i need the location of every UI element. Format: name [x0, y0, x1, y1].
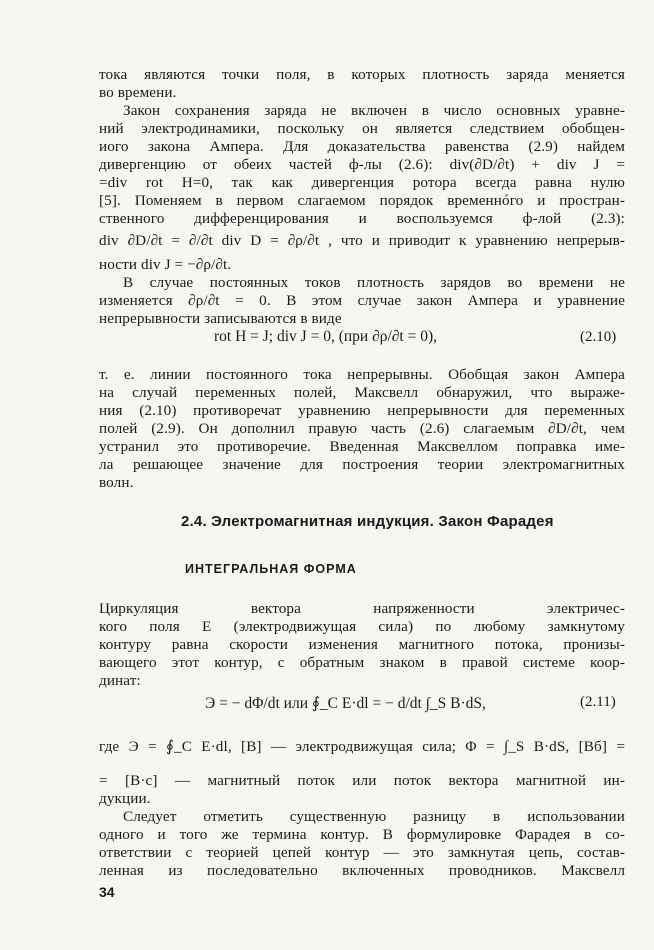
- text-line: устранил это противоречие. Введенная Максвеллом поправка име-: [99, 438, 625, 455]
- text-line: ла решающее значение для построения теории электромагнитных: [99, 456, 625, 473]
- text-line: Закон сохранения заряда не включен в число основных уравне-: [123, 102, 625, 119]
- text-line: дивергенцию от обеих частей ф-лы (2.6): div(∂D/∂t) + div J =: [99, 156, 625, 173]
- text-line: = [В·с] — магнитный поток или поток вектора магнитной ин-: [99, 772, 625, 789]
- text-line: где Э = ∮_C E·dl, [В] — электродвижущая сила; Φ = ∫_S B·dS, [Вб] =: [99, 738, 625, 755]
- equation-2-10: rot H = J; div J = 0, (при ∂ρ/∂t = 0),: [214, 328, 438, 345]
- equation-2-11: Э = − dΦ/dt или ∮_C E·dl = − d/dt ∫_S B·dS,: [205, 695, 486, 712]
- text-line: ния (2.10) противоречат уравнению непрерывности для переменных: [99, 402, 625, 419]
- text-line: во времени.: [99, 84, 177, 101]
- subsection-heading: ИНТЕГРАЛЬНАЯ ФОРМА: [185, 562, 357, 576]
- equation-number: (2.10): [580, 329, 617, 345]
- text-line: В случае постоянных токов плотность зарядов во времени не: [123, 274, 625, 291]
- text-line: div ∂D/∂t = ∂/∂t div D = ∂ρ/∂t , что и приводит к уравнению непрерыв-: [99, 232, 625, 249]
- text-line: на случай переменных полей, Максвелл обнаружил, что выраже-: [99, 384, 625, 401]
- text-line: т. е. линии постоянного тока непрерывны. Обобщая закон Ампера: [99, 366, 625, 383]
- text-line: динат:: [99, 672, 141, 689]
- text-line: иого закона Ампера. Для доказательства равенства (2.9) найдем: [99, 138, 625, 155]
- text-line: изменяется ∂ρ/∂t = 0. В этом случае закон Ампера и уравнение: [99, 292, 625, 309]
- text-line: непрерывности записываются в виде: [99, 310, 342, 327]
- text-line: дукции.: [99, 790, 151, 807]
- equation-number: (2.11): [580, 694, 616, 710]
- text-line: ности div J = −∂ρ/∂t.: [99, 256, 232, 273]
- text-line-spaced: Циркуляция вектора напряженности электричес-: [99, 600, 625, 617]
- text-line: одного и того же термина контур. В формулировке Фарадея в со-: [99, 826, 625, 843]
- text-line: контуру равна скорости изменения магнитного потока, пронизы-: [99, 636, 625, 653]
- text-line: ственного дифференцирования и воспользуемся ф-лой (2.3):: [99, 210, 625, 227]
- text-line: ленная из последовательно включенных проводников. Максвелл: [99, 862, 625, 879]
- text-line: ний электродинамики, поскольку он является следствием обобщен-: [99, 120, 625, 137]
- text-line: волн.: [99, 474, 134, 491]
- text-line: тока являются точки поля, в которых плотность заряда меняется: [99, 66, 625, 83]
- text-line: Следует отметить существенную разницу в использовании: [123, 808, 625, 825]
- text-line: вающего этот контур, с обратным знаком в правой системе коор-: [99, 654, 625, 671]
- text-line: ответствии с теорией цепей контур — это замкнутая цепь, состав-: [99, 844, 625, 861]
- page-number: 34: [99, 884, 115, 900]
- text-line: кого поля E (электродвижущая сила) по любому замкнутому: [99, 618, 625, 635]
- text-line: [5]. Поменяем в первом слагаемом порядок временнóго и простран-: [99, 192, 625, 209]
- section-heading: 2.4. Электромагнитная индукция. Закон Фарадея: [181, 513, 554, 530]
- text-line: полей (2.9). Он дополнил правую часть (2.6) слагаемым ∂D/∂t, чем: [99, 420, 625, 437]
- text-line: =div rot H=0, так как дивергенция ротора всегда равна нулю: [99, 174, 625, 191]
